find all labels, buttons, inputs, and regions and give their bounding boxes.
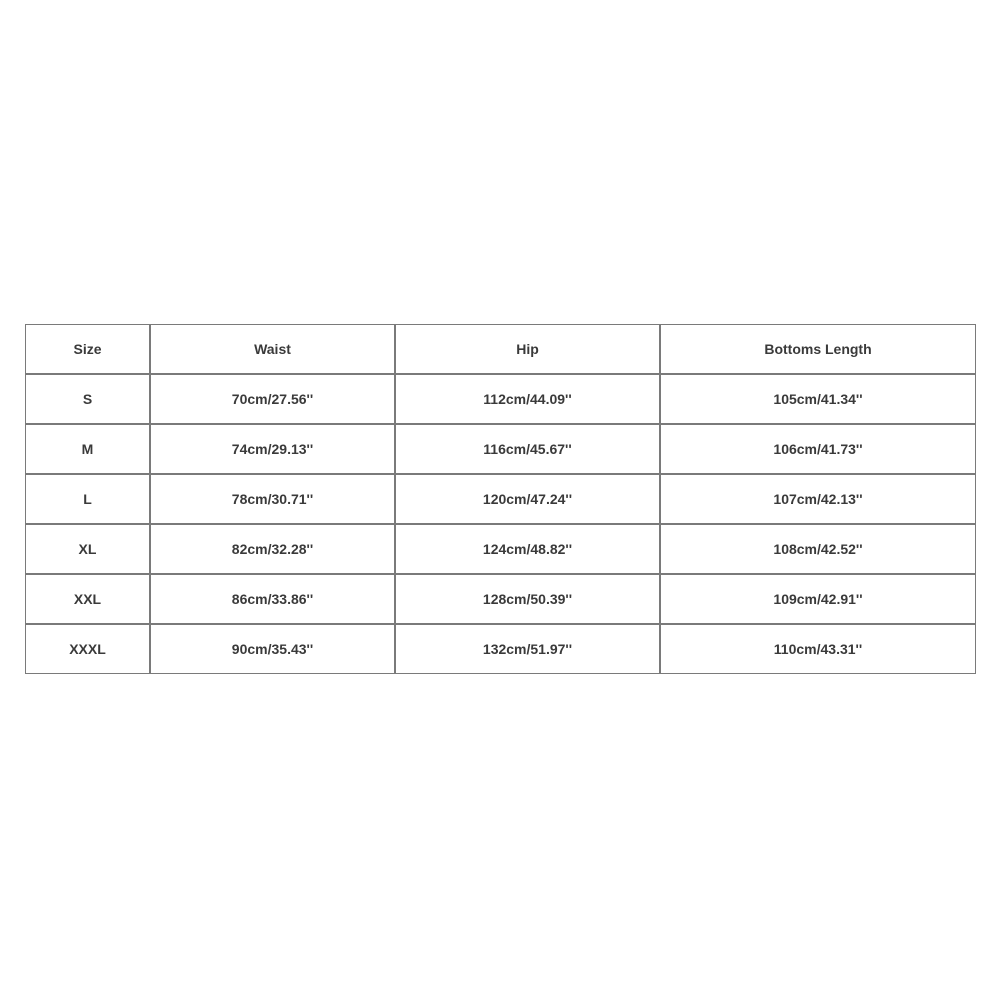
table-row — [26, 575, 976, 625]
cell-size: XXXL — [26, 625, 151, 674]
cell-waist: 90cm/35.43'' — [151, 625, 396, 674]
table-body — [26, 375, 976, 674]
table-header — [26, 325, 976, 375]
header-hip: Hip — [396, 325, 661, 375]
cell-bottoms-length: 109cm/42.91'' — [661, 575, 976, 625]
cell-waist: 82cm/32.28'' — [151, 525, 396, 575]
cell-bottoms-length: 106cm/41.73'' — [661, 425, 976, 475]
header-waist: Waist — [151, 325, 396, 375]
cell-hip: 124cm/48.82'' — [396, 525, 661, 575]
header-row — [26, 325, 976, 375]
table-row — [26, 625, 976, 674]
cell-bottoms-length: 107cm/42.13'' — [661, 475, 976, 525]
cell-size: XL — [26, 525, 151, 575]
cell-waist: 86cm/33.86'' — [151, 575, 396, 625]
cell-hip: 116cm/45.67'' — [396, 425, 661, 475]
header-size: Size — [26, 325, 151, 375]
cell-size: S — [26, 375, 151, 425]
cell-hip: 112cm/44.09'' — [396, 375, 661, 425]
cell-hip: 128cm/50.39'' — [396, 575, 661, 625]
table-row — [26, 375, 976, 425]
size-chart-table — [25, 324, 976, 674]
cell-hip: 120cm/47.24'' — [396, 475, 661, 525]
cell-hip: 132cm/51.97'' — [396, 625, 661, 674]
cell-bottoms-length: 108cm/42.52'' — [661, 525, 976, 575]
table-row — [26, 525, 976, 575]
table-row — [26, 425, 976, 475]
cell-size: XXL — [26, 575, 151, 625]
cell-bottoms-length: 110cm/43.31'' — [661, 625, 976, 674]
cell-size: L — [26, 475, 151, 525]
table-row — [26, 475, 976, 525]
cell-bottoms-length: 105cm/41.34'' — [661, 375, 976, 425]
header-bottoms-length: Bottoms Length — [661, 325, 976, 375]
cell-waist: 74cm/29.13'' — [151, 425, 396, 475]
cell-waist: 78cm/30.71'' — [151, 475, 396, 525]
cell-waist: 70cm/27.56'' — [151, 375, 396, 425]
cell-size: M — [26, 425, 151, 475]
